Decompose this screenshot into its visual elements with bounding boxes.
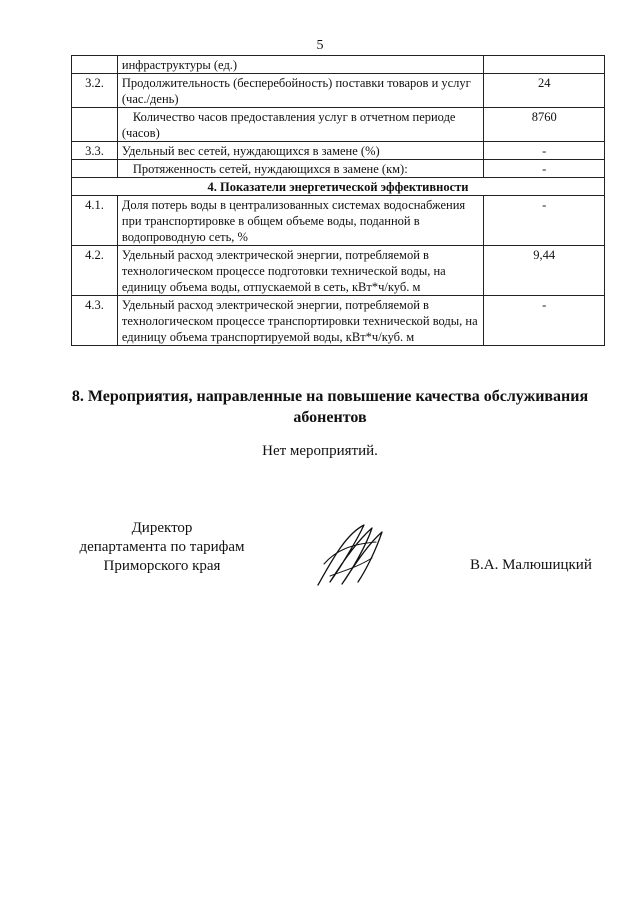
- row-number: [72, 56, 118, 74]
- row-value: 9,44: [484, 246, 605, 296]
- row-number: 3.2.: [72, 74, 118, 108]
- table-row: [72, 296, 605, 346]
- row-number: 3.3.: [72, 142, 118, 160]
- no-measures-text: Нет мероприятий.: [262, 443, 378, 459]
- row-text: Удельный расход электрической энергии, потребляемой в технологическом процессе транспортировки технической воды, на единицу объема транспортируемой воды, кВт*ч/куб. м: [117, 296, 484, 346]
- signer-title-line3: Приморского края: [103, 558, 221, 574]
- row-value: [484, 56, 605, 74]
- section-row: [72, 178, 605, 196]
- section-8-heading-line1: 8. Мероприятия, направленные на повышение качества обслуживания: [71, 388, 589, 405]
- table-row: [72, 108, 605, 142]
- row-value: -: [484, 296, 605, 346]
- row-number: 4.3.: [72, 296, 118, 346]
- row-text: Количество часов предоставления услуг в отчетном периоде (часов): [117, 108, 484, 142]
- table-row: [72, 196, 605, 246]
- signer-title-line2: департамента по тарифам: [79, 539, 245, 555]
- signer-name: В.А. Малюшицкий: [470, 557, 592, 573]
- signer-title-line1: Директор: [131, 520, 193, 536]
- row-value: -: [484, 160, 605, 178]
- section-title: 4. Показатели энергетической эффективности: [72, 178, 605, 196]
- row-number: [72, 108, 118, 142]
- row-text: Удельный вес сетей, нуждающихся в замене (%): [117, 142, 484, 160]
- indicators-table: [71, 55, 605, 346]
- row-value: -: [484, 142, 605, 160]
- row-text: инфраструктуры (ед.): [117, 56, 484, 74]
- handwritten-signature: [310, 520, 390, 590]
- table-row: [72, 142, 605, 160]
- page-number: 5: [316, 38, 324, 53]
- table-row: [72, 74, 605, 108]
- section-8-heading-line2: абонентов: [293, 409, 367, 426]
- section-8-heading: [60, 386, 600, 428]
- table-row: [72, 246, 605, 296]
- table-row: [72, 56, 605, 74]
- row-text: Удельный расход электрической энергии, потребляемой в технологическом процессе подготовки технической воды, на единицу объема воды, отпускаемой в сеть, кВт*ч/куб. м: [117, 246, 484, 296]
- row-value: 24: [484, 74, 605, 108]
- row-number: 4.1.: [72, 196, 118, 246]
- row-text: Протяженность сетей, нуждающихся в замене (км):: [117, 160, 484, 178]
- row-number: [72, 160, 118, 178]
- row-text: Доля потерь воды в централизованных системах водоснабжения при транспортировке в общем объеме воды, поданной в водопроводную сеть, %: [117, 196, 484, 246]
- table-row: [72, 160, 605, 178]
- signer-title: [62, 519, 262, 576]
- row-value: -: [484, 196, 605, 246]
- row-value: 8760: [484, 108, 605, 142]
- row-number: 4.2.: [72, 246, 118, 296]
- row-text: Продолжительность (бесперебойность) поставки товаров и услуг (час./день): [117, 74, 484, 108]
